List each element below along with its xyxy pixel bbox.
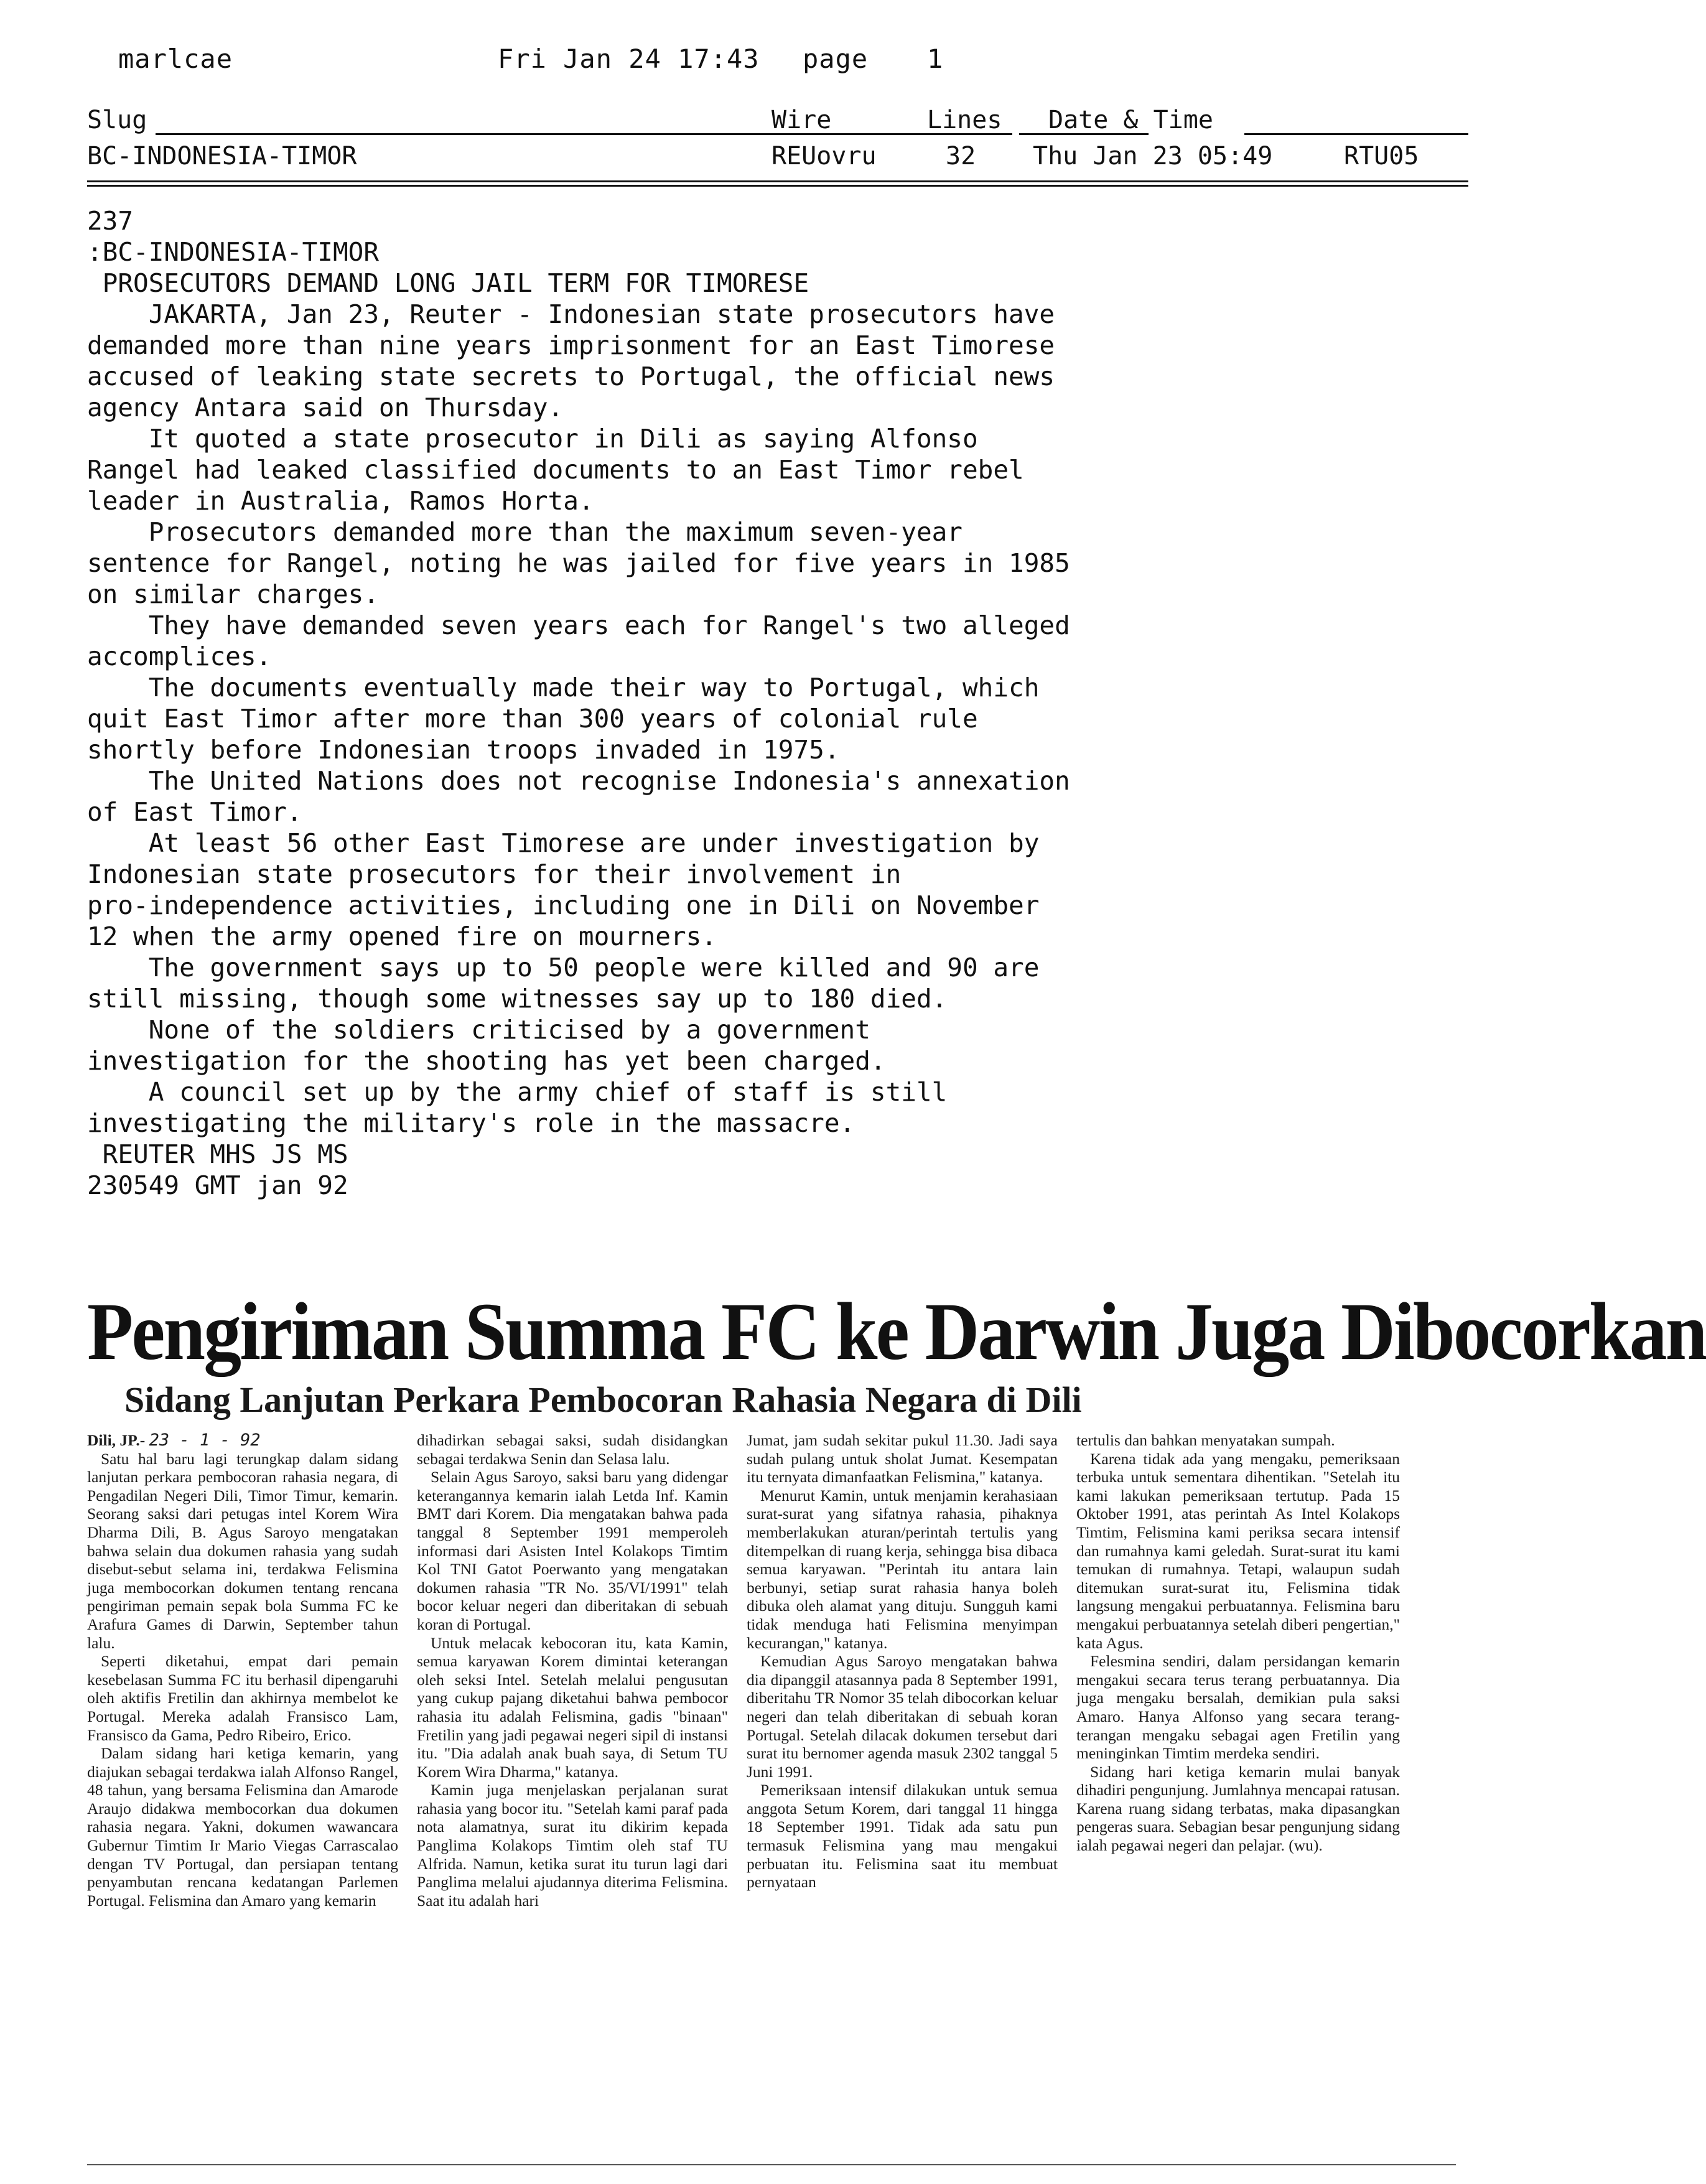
story-line: pro-independence activities, including one in Dili on November (87, 890, 1040, 920)
story-line: demanded more than nine years imprisonment for an East Timorese (87, 330, 1055, 360)
paragraph: Jumat, jam sudah sekitar pukul 11.30. Jadi saya sudah pulang untuk sholat Jumat. Kesempatan itu ternyata dimanfaatkan Felismina," katanya. (747, 1431, 1058, 1486)
story-line: :BC-INDONESIA-TIMOR (87, 237, 379, 267)
newspaper-headline: Pengiriman Summa FC ke Darwin Juga Dibocorkan (87, 1286, 1706, 1377)
slug-table (87, 106, 1468, 205)
wire-label: Wire (771, 106, 832, 134)
paragraph: Satu hal baru lagi terungkap dalam sidang lanjutan perkara pembocoran rahasia negara, di Pengadilan Negeri Dili, Timor Timur, kemarin. Seorang saksi dari petugas intel Korem Wira Dharma Dili, B. Agus Saroyo mengatakan bahwa selain dua dokumen rahasia yang sudah disebut-sebut selama ini, terdakwa Felismina juga membocorkan dokumen tentang rencana pengiriman pemain sepak bola Summa FC ke Arafura Games di Darwin, September tahun lalu. (87, 1449, 398, 1652)
story-line: Rangel had leaked classified documents to an East Timor rebel (87, 455, 1024, 485)
date-value: Thu Jan 23 05:49 (1033, 142, 1273, 170)
story-line: still missing, though some witnesses say up to 180 died. (87, 984, 948, 1014)
wire-story (87, 205, 1456, 1201)
story-line: 12 when the army opened fire on mourners. (87, 922, 717, 951)
date-underline (1244, 133, 1468, 135)
story-line: quit East Timor after more than 300 years of colonial rule (87, 704, 978, 734)
paragraph: Untuk melacak kebocoran itu, kata Kamin, semua karyawan Korem dimintai keterangan oleh seksi Intel. Setelah melalui pengusutan yang cukup pajang diketahui bahwa pembocor rahasia itu adalah Felismina, gadis "binaan" Fretilin yang jadi pegawai negeri sipil di instansi itu. "Dia adalah anak buah saya, di Setum TU Korem Wira Dharma," katanya. (417, 1633, 728, 1781)
story-headline: PROSECUTORS DEMAND LONG JAIL TERM FOR TIMORESE (87, 268, 809, 298)
story-line: on similar charges. (87, 579, 379, 609)
printout-datetime: Fri Jan 24 17:43 (498, 44, 760, 74)
wire-value: REUovru (771, 142, 877, 170)
article-column-4 (1076, 1431, 1400, 2159)
paragraph: Karena tidak ada yang mengaku, pemeriksaan terbuka untuk sementara dihentikan. "Setelah itu kami lakukan pemeriksaan tertutup. Pada 15 Oktober 1991, atas perintah As Intel Kolakops Timtim, Felismina kami periksa secara intensif dan rumahnya kami geledah. Surat-surat itu kami temukan di rumahnya. Tetapi, walaupun sudah ditemukan surat-surat itu, Felismina tidak langsung mengakui perbuatannya. Felismina baru mengakui perbuatannya setelah diberi pengertian," kata Agus. (1076, 1449, 1400, 1652)
printout-page-label: page (803, 44, 869, 74)
code-value: RTU05 (1344, 142, 1419, 170)
printout-page-number: 1 (927, 44, 944, 74)
story-line: sentence for Rangel, noting he was jailed for five years in 1985 (87, 548, 1070, 578)
paragraph: Sidang hari ketiga kemarin mulai banyak dihadiri pengunjung. Jumlahnya mencapai ratusan. Karena ruang sidang terbatas, maka dipasangkan pengeras suara. Sebagian besar pengunjung sidang ialah pegawai negeri dan pelajar. (wu). (1076, 1762, 1400, 1855)
story-timestamp: 230549 GMT jan 92 (87, 1170, 348, 1200)
story-line: of East Timor. (87, 797, 302, 827)
story-line: The United Nations does not recognise Indonesia's annexation (87, 766, 1070, 796)
story-line: A council set up by the army chief of staff is still (87, 1077, 948, 1107)
slug-label: Slug (87, 106, 147, 134)
handwritten-date: 23 - 1 - 92 (149, 1430, 261, 1450)
story-line: Indonesian state prosecutors for their involvement in (87, 859, 902, 889)
bottom-rule (87, 2164, 1456, 2165)
paragraph: tertulis dan bahkan menyatakan sumpah. (1076, 1431, 1335, 1449)
dateline: Dili, JP.- (87, 1431, 146, 1449)
newspaper-subhead: Sidang Lanjutan Perkara Pembocoran Rahasia Negara di Dili (124, 1379, 1082, 1420)
paragraph: Dalam sidang hari ketiga kemarin, yang diajukan sebagai terdakwa ialah Alfonso Rangel, 48 tahun, yang bersama Felismina dan Amarode Araujo didakwa membocorkan dua dokumen rahasia negara. Yakni, dokumen wawancara Gubernur Timtim Ir Mario Viegas Carrascalao dengan TV Portugal, dan persiapan tentang penyambutan rencana kedatangan Parlemen Portugal. Felismina dan Amaro yang kemarin (87, 1744, 398, 1910)
story-line: They have demanded seven years each for Rangel's two alleged (87, 610, 1070, 640)
story-line: It quoted a state prosecutor in Dili as saying Alfonso (87, 424, 978, 454)
paragraph: Pemeriksaan intensif dilakukan untuk semua anggota Setum Korem, dari tanggal 11 hingga 18 September 1991. Tidak ada satu pun termasuk Felismina yang mau mengakui perbuatan itu. Felismina saat itu membuat pernyataan (747, 1781, 1058, 1892)
story-line: accused of leaking state secrets to Portugal, the official news (87, 362, 1055, 391)
story-line: agency Antara said on Thursday. (87, 393, 564, 422)
story-line: None of the soldiers criticised by a government (87, 1015, 870, 1045)
story-line: investigating the military's role in the massacre. (87, 1108, 855, 1138)
paragraph: Kemudian Agus Saroyo mengatakan bahwa dia dipanggil atasannya pada 8 September 1991, diberitahu TR Nomor 35 telah dibocorkan keluar negeri dan telah diberitakan di sebuah koran Portugal. Setelah dilacak dokumen tersebut dari surat itu bernomer agenda masuk 2302 tanggal 5 Juni 1991. (747, 1652, 1058, 1781)
story-line: Prosecutors demanded more than the maximum seven-year (87, 517, 963, 547)
story-line: investigation for the shooting has yet been charged. (87, 1046, 886, 1076)
article-column-3 (747, 1431, 1058, 2159)
date-time-label: Date & Time (1048, 106, 1213, 134)
story-line: shortly before Indonesian troops invaded in 1975. (87, 735, 840, 765)
lines-label: Lines (927, 106, 1002, 134)
paragraph: dihadirkan sebagai saksi, sudah disidangkan sebagai terdakwa Senin dan Selasa lalu. (417, 1431, 728, 1468)
slug-value: BC-INDONESIA-TIMOR (87, 142, 357, 170)
slug-underline (156, 133, 859, 135)
story-line: The documents eventually made their way to Portugal, which (87, 673, 1040, 702)
story-line: accomplices. (87, 642, 272, 671)
paragraph: Menurut Kamin, untuk menjamin kerahasiaan surat-surat yang sifatnya rahasia, pihaknya memberlakukan aturan/perintah tertulis yang ditempelkan di ruang kerja, sehingga bisa dibaca semua karyawan. "Perintah itu antara lain berbunyi, setiap surat rahasia hanya boleh dibuka oleh alamat yang dituju. Sungguh kami tidak menduga hati Felismina menyimpan kecurangan," katanya. (747, 1486, 1058, 1652)
paragraph: Kamin juga menjelaskan perjalanan surat rahasia yang bocor itu. "Setelah kami paraf pada nota alamatnya, surat itu dikirim kepada Panglima Kolakops Timtim oleh staf TU Alfrida. Namun, ketika surat itu turun lagi dari Panglima melalui ajudannya diterima Felismina. Saat itu adalah hari (417, 1781, 728, 1910)
article-column-2 (417, 1431, 728, 2159)
paragraph: Selain Agus Saroyo, saksi baru yang didengar keterangannya kemarin ialah Letda Inf. Kamin BMT dari Korem. Dia mengatakan bahwa pada tanggal 8 September 1991 memperoleh informasi dari Asisten Intel Kolakops Timtim Kol TNI Gatot Poerwanto yang mengatakan dokumen rahasia "TR No. 35/VI/1991" telah bocor keluar negeri dan diberitakan di sebuah koran di Portugal. (417, 1468, 728, 1633)
printout-user: marlcae (118, 44, 233, 74)
story-line: At least 56 other East Timorese are under investigation by (87, 828, 1040, 858)
article-column-1 (87, 1431, 398, 2159)
dateline-row (87, 1431, 398, 1450)
story-line: leader in Australia, Ramos Horta. (87, 486, 594, 516)
paragraph: Seperti diketahui, empat dari pemain kesebelasan Summa FC itu berhasil dipengaruhi oleh aktifis Fretilin dan akhirnya membelot ke Portugal. Mereka adalah Fransisco Lam, Fransisco da Gama, Pedro Ribeiro, Erico. (87, 1652, 398, 1744)
separator-double-line (87, 180, 1468, 187)
story-signoff: REUTER MHS JS MS (87, 1139, 348, 1169)
story-line: JAKARTA, Jan 23, Reuter - Indonesian state prosecutors have (87, 299, 1055, 329)
story-line: 237 (87, 206, 134, 236)
story-line: The government says up to 50 people were killed and 90 are (87, 953, 1040, 982)
paragraph: Felesmina sendiri, dalam persidangan kemarin mengakui secara terus terang perbuatannya. Dia juga mengaku bersalah, demikian pula saksi Amaro. Hanya Alfonso yang secara terang-terangan mengaku sebagai agen Fretilin yang meninginkan Timtim merdeka sendiri. (1076, 1652, 1400, 1763)
lines-value: 32 (946, 142, 976, 170)
